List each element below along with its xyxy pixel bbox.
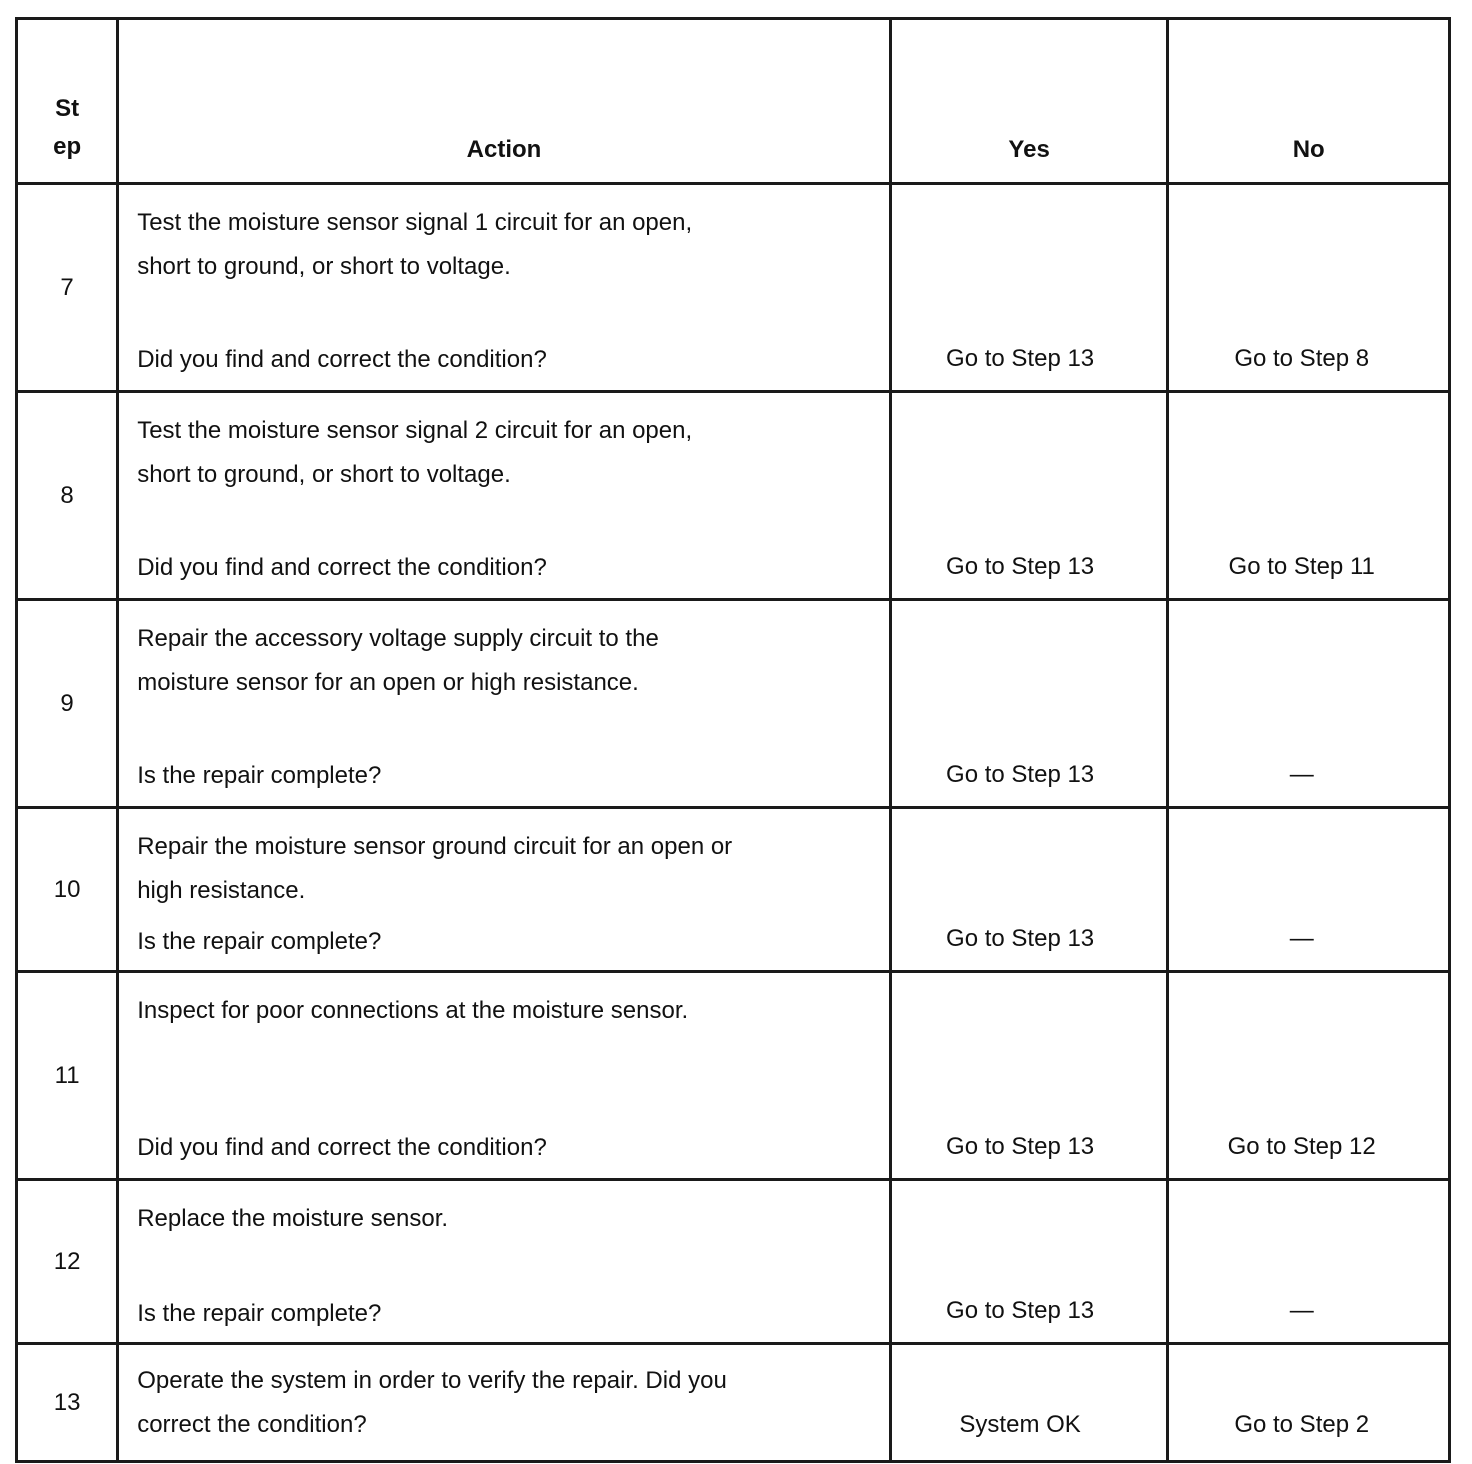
- header-action: Action: [118, 19, 891, 184]
- action-question: Is the repair complete?: [137, 762, 382, 789]
- no-answer: Go to Step 8: [1234, 345, 1370, 372]
- action-cell: [118, 1180, 891, 1344]
- step-number: 8: [17, 392, 118, 600]
- table-row: [17, 1180, 1450, 1344]
- table-row: [17, 184, 1450, 392]
- yes-cell: [890, 600, 1168, 808]
- table-header-row: [17, 19, 1450, 184]
- action-line: short to ground, or short to voltage.: [137, 461, 511, 488]
- action-text: [137, 409, 879, 497]
- no-cell: [1168, 972, 1450, 1180]
- diagnostic-table: [15, 17, 1451, 1463]
- no-answer: —: [1289, 1297, 1314, 1324]
- yes-answer: Go to Step 13: [946, 553, 1095, 580]
- step-number: 9: [17, 600, 118, 808]
- action-text: [137, 825, 879, 913]
- action-line: Replace the moisture sensor.: [137, 1205, 449, 1232]
- no-cell: [1168, 600, 1450, 808]
- no-cell: [1168, 392, 1450, 600]
- action-line: Repair the accessory voltage supply circuit to the: [137, 625, 659, 652]
- step-number: 13: [17, 1344, 118, 1462]
- yes-cell: [890, 184, 1168, 392]
- action-cell: [118, 972, 891, 1180]
- step-number: 11: [17, 972, 118, 1180]
- no-answer: Go to Step 12: [1227, 1133, 1376, 1160]
- action-text: [137, 989, 879, 1033]
- step-number: 10: [17, 808, 118, 972]
- action-line: Inspect for poor connections at the moisture sensor.: [137, 997, 689, 1024]
- header-step-line2: ep: [53, 133, 82, 160]
- action-question: Did you find and correct the condition?: [137, 346, 547, 373]
- no-answer: —: [1289, 925, 1314, 952]
- action-question: Is the repair complete?: [137, 928, 382, 955]
- header-yes: Yes: [890, 19, 1168, 184]
- yes-answer: Go to Step 13: [946, 1133, 1095, 1160]
- action-question: Did you find and correct the condition?: [137, 554, 547, 581]
- action-text: [137, 1359, 879, 1447]
- table-row: [17, 600, 1450, 808]
- action-line: Operate the system in order to verify the repair. Did you: [137, 1367, 727, 1394]
- action-line: correct the condition?: [137, 1411, 367, 1438]
- no-cell: [1168, 184, 1450, 392]
- header-step-line1: St: [55, 95, 80, 122]
- no-answer: —: [1289, 761, 1314, 788]
- action-cell: [118, 808, 891, 972]
- yes-cell: [890, 808, 1168, 972]
- header-step: [17, 19, 118, 184]
- action-cell: [118, 184, 891, 392]
- action-cell: [118, 600, 891, 808]
- no-cell: [1168, 1344, 1450, 1462]
- action-line: high resistance.: [137, 877, 306, 904]
- action-question: Is the repair complete?: [137, 1300, 382, 1327]
- step-number: 7: [17, 184, 118, 392]
- yes-cell: [890, 1180, 1168, 1344]
- yes-answer: Go to Step 13: [946, 345, 1095, 372]
- action-text: [137, 617, 879, 705]
- no-cell: [1168, 808, 1450, 972]
- action-cell: [118, 392, 891, 600]
- action-line: moisture sensor for an open or high resistance.: [137, 669, 639, 696]
- table-row: [17, 808, 1450, 972]
- header-no: No: [1168, 19, 1450, 184]
- action-question: Did you find and correct the condition?: [137, 1134, 547, 1161]
- table-row: [17, 392, 1450, 600]
- yes-cell: [890, 392, 1168, 600]
- table-row: [17, 972, 1450, 1180]
- action-line: Test the moisture sensor signal 2 circuit for an open,: [137, 417, 693, 444]
- table-row: [17, 1344, 1450, 1462]
- no-answer: Go to Step 2: [1234, 1411, 1370, 1438]
- yes-cell: [890, 1344, 1168, 1462]
- yes-answer: System OK: [959, 1411, 1081, 1438]
- no-cell: [1168, 1180, 1450, 1344]
- yes-cell: [890, 972, 1168, 1180]
- action-text: [137, 1197, 879, 1241]
- action-cell: [118, 1344, 891, 1462]
- action-text: [137, 201, 879, 289]
- no-answer: Go to Step 11: [1228, 553, 1375, 580]
- yes-answer: Go to Step 13: [946, 761, 1095, 788]
- step-number: 12: [17, 1180, 118, 1344]
- action-line: Repair the moisture sensor ground circuit for an open or: [137, 833, 733, 860]
- yes-answer: Go to Step 13: [946, 1297, 1095, 1324]
- yes-answer: Go to Step 13: [946, 925, 1095, 952]
- action-line: Test the moisture sensor signal 1 circuit for an open,: [137, 209, 693, 236]
- action-line: short to ground, or short to voltage.: [137, 253, 511, 280]
